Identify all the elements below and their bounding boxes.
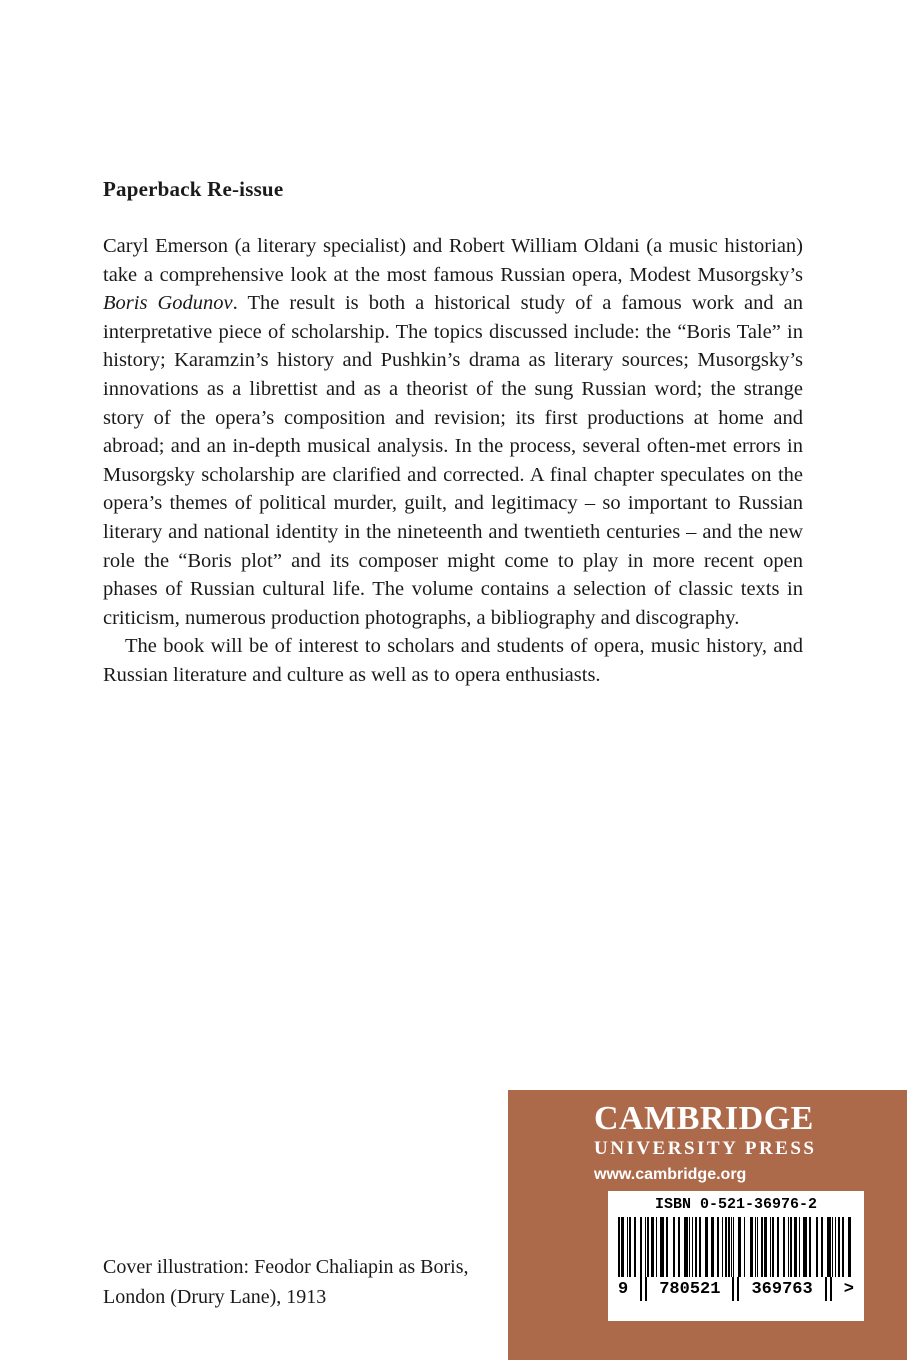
cover-credit-line-1: Cover illustration: Feodor Chaliapin as Boris, xyxy=(103,1256,469,1278)
description-paragraph-1: Caryl Emerson (a literary specialist) and Robert William Oldani (a music historian) take a comprehensive look at the most famous Russian opera, Modest Musorgsky’s Boris Godunov. The result is both a historical study of a famous work and an interpretative piece of scholarship. The topics discussed include: the “Boris Tale” in history; Karamzin’s history and Pushkin’s drama as literary sources; Musorgsky’s innovations as a librettist and as a theorist of the sung Russian word; the strange story of the opera’s composition and revision; its first productions at home and abroad; and an in-depth musical analysis. In the process, several often-met errors in Musorgsky scholarship are clarified and corrected. A final chapter speculates on the opera’s themes of political murder, guilt, and legitimacy – so important to Russian literary and national identity in the nineteenth and twentieth centuries – and the new role the “Boris plot” and its composer might come to play in more recent open phases of Russian cultural life. The volume contains a selection of classic texts in criticism, numerous production photographs, a bibliography and discography. xyxy=(103,235,804,629)
isbn-label: ISBN 0-521-36976-2 xyxy=(654,1196,818,1213)
page-title: Paperback Re-issue xyxy=(103,177,284,201)
barcode-digits xyxy=(618,1277,854,1301)
description-text xyxy=(103,232,803,690)
publisher-block xyxy=(508,1090,907,1360)
ean-arrow: > xyxy=(843,1280,854,1299)
publisher-logo xyxy=(508,1090,907,1184)
ean-digit-group-0: 9 xyxy=(618,1280,629,1299)
cover-credit-line-2: London (Drury Lane), 1913 xyxy=(103,1286,327,1308)
publisher-website: www.cambridge.org xyxy=(594,1166,747,1183)
ean-digit-group-1: 780521 xyxy=(659,1280,721,1299)
barcode xyxy=(618,1217,854,1277)
barcode-guard xyxy=(825,1277,832,1301)
publisher-subname: UNIVERSITY PRESS xyxy=(594,1138,817,1159)
publisher-name: CAMBRIDGE xyxy=(594,1100,814,1137)
description-paragraph-2: The book will be of interest to scholars and students of opera, music history, and Russian literature and culture as well as to opera enthusiasts. xyxy=(103,635,803,686)
barcode-panel xyxy=(608,1191,864,1321)
ean-digit-group-2: 369763 xyxy=(751,1280,813,1299)
barcode-guard xyxy=(732,1277,739,1301)
barcode-guard xyxy=(640,1277,647,1301)
cover-illustration-credit xyxy=(103,1252,469,1312)
